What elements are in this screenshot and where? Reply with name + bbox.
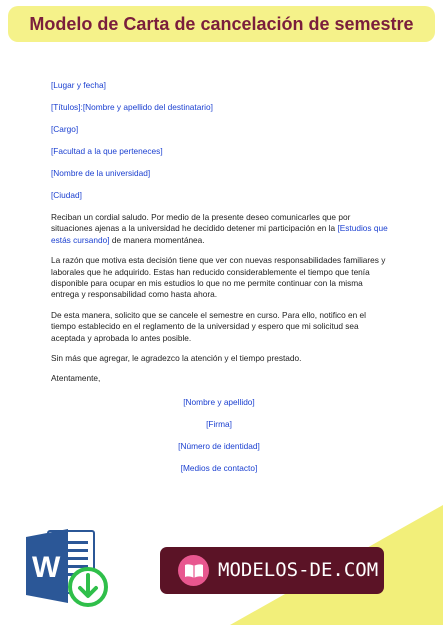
sign-name: [Nombre y apellido] — [183, 396, 255, 407]
document-title: Modelo de Carta de cancelación de semestre — [29, 13, 414, 34]
closing: Atentamente, — [51, 373, 101, 384]
faculty: [Facultad a la que perteneces] — [51, 146, 163, 156]
place-date: [Lugar y fecha] — [51, 80, 106, 90]
svg-text:W: W — [32, 551, 61, 584]
brand-name: MODELOS-DE.COM — [218, 559, 379, 581]
paragraph-4: Sin más que agregar, le agradezco la atención y el tiempo prestado. — [51, 353, 302, 364]
title-banner — [8, 6, 435, 42]
paragraph-3: De esta manera, solicito que se cancele el semestre en curso. Para ello, notifico en el tiempo establecido en el reglamento de la universidad y espero que mi solicitud sea aceptada y aprobada lo antes posible. — [51, 309, 366, 343]
letter-body — [51, 80, 391, 485]
brand-banner[interactable] — [160, 547, 384, 594]
university: [Nombre de la universidad] — [51, 168, 151, 178]
recipient-position: [Cargo] — [51, 124, 79, 134]
sign-contact: [Medios de contacto] — [180, 462, 258, 473]
paragraph-1 — [51, 212, 391, 246]
sign-signature: [Firma] — [206, 418, 232, 429]
signature-block — [51, 397, 387, 474]
city: [Ciudad] — [51, 190, 82, 200]
studies-placeholder: [Estudios que estás cursando] — [51, 223, 388, 245]
open-book-icon — [178, 555, 209, 586]
paragraph-1-end: de manera momentánea. — [109, 234, 205, 245]
word-download-icon[interactable] — [24, 525, 110, 620]
recipient: [Títulos]:[Nombre y apellido del destinatario] — [51, 102, 213, 112]
paragraph-2: La razón que motiva esta decisión tiene que ver con nuevas responsabilidades familiares y laborales que he adquirido. Estas han reducido considerablemente el tiempo que tenía disponible para ocupar en mis estudios lo que no me permite continuar con la misma entrega y responsabilidad como hasta ahora. — [51, 255, 386, 300]
sign-id: [Número de identidad] — [178, 440, 260, 451]
paragraph-1-text: Reciban un cordial saludo. Por medio de la presente deseo comunicarles que por situaciones ajenas a la universidad he decidido detener mi participación en la — [51, 212, 351, 234]
